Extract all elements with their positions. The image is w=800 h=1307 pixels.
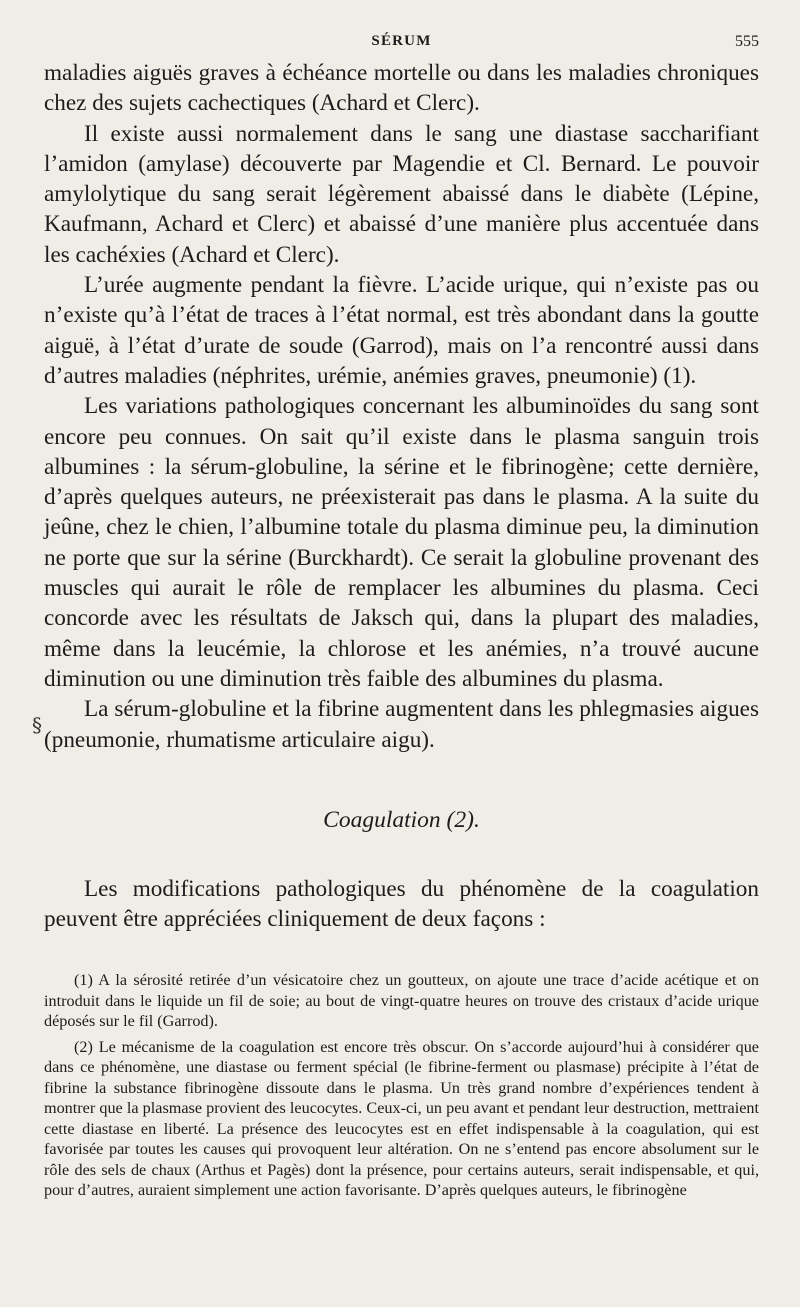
running-title: SÉRUM [371,33,432,49]
paragraph: maladies aiguës graves à échéance mortelle ou dans les maladies chroniques chez des sujets cachectiques (Achard et Clerc). [44,60,759,117]
margin-mark: § [32,713,42,737]
paragraph: L’urée augmente pendant la fièvre. L’acide urique, qui n’existe pas ou n’existe qu’à l’état de traces à l’état normal, est très abondant dans la goutte aiguë, à l’état d’urate de soude (Garrod), mais on l’a rencontré aussi dans d’autres maladies (néphrites, urémie, anémies graves, pneumonie) (1). [44,272,759,389]
main-text [44,58,759,934]
footnote-1: (1) A la sérosité retirée d’un vésicatoire chez un goutteux, on ajoute une trace d’acide acétique et on introduit dans le liquide un fil de soie; au bout de vingt-quatre heures on trouve des cristaux d’acide urique déposés sur le fil (Garrod). [44,971,759,1031]
page-number: 555 [735,33,759,50]
section-paragraph: Les modifications pathologiques du phénomène de la coagulation peuvent être appréciées cliniquement de deux façons : [44,875,759,933]
paragraph: Les variations pathologiques concernant les albuminoïdes du sang sont encore peu connues. On sait qu’il existe dans le plasma sanguin trois albumines : la sérum-globuline, la sérine et le fibrinogène; cette dernière, d’après quelques auteurs, ne préexisterait pas dans le plasma. A la suite du jeûne, chez le chien, l’albumine totale du plasma diminue peu, la diminution ne porte que sur la sérine (Burckhardt). Ce serait la globuline provenant des muscles qui aurait le rôle de remplacer les albumines du plasma. Ceci concorde avec les résultats de Jaksch qui, dans la plupart des maladies, même dans la leucémie, la chlorose et les anémies, n’a trouvé aucune diminution ou une diminution très faible des albumines du plasma. [44,393,759,692]
running-header [44,0,759,58]
footnotes [44,970,759,1201]
paragraph: La sérum-globuline et la fibrine augmentent dans les phlegmasies aigues (pneumonie, rhumatisme articulaire aigu). [44,696,759,753]
footnote-2: (2) Le mécanisme de la coagulation est encore très obscur. On s’accorde aujourd’hui à considérer que dans ce phénomène, une diastase ou ferment spécial (le fibrine-ferment ou plasmase) précipite à l’état de fibrine la substance fibrinogène dissoute dans le plasma. Un très grand nombre d’expériences tendent à montrer que la plasmase provient des leucocytes. Ceux-ci, un peu avant et pendant leur destruction, mettraient cette diastase en liberté. La présence des leucocytes est en effet indispensable à la coagulation, qui est favorisée par toutes les causes qui provoquent leur altération. On ne s’entend pas encore absolument sur le rôle des sels de chaux (Arthus et Pagès) dont la présence, pour certains auteurs, serait indispensable, et qui, pour d’autres, auraient simplement une action favorisante. D’après quelques auteurs, le fibrinogène [44,1037,759,1200]
section-title: Coagulation (2). [323,806,480,833]
paragraph: Il existe aussi normalement dans le sang une diastase saccharifiant l’amidon (amylase) découverte par Magendie et Cl. Bernard. Le pouvoir amylolytique du sang serait légèrement abaissé dans le diabète (Lépine, Kaufmann, Achard et Clerc) et abaissé d’une manière plus accentuée dans les cachéxies (Achard et Clerc). [44,120,759,268]
